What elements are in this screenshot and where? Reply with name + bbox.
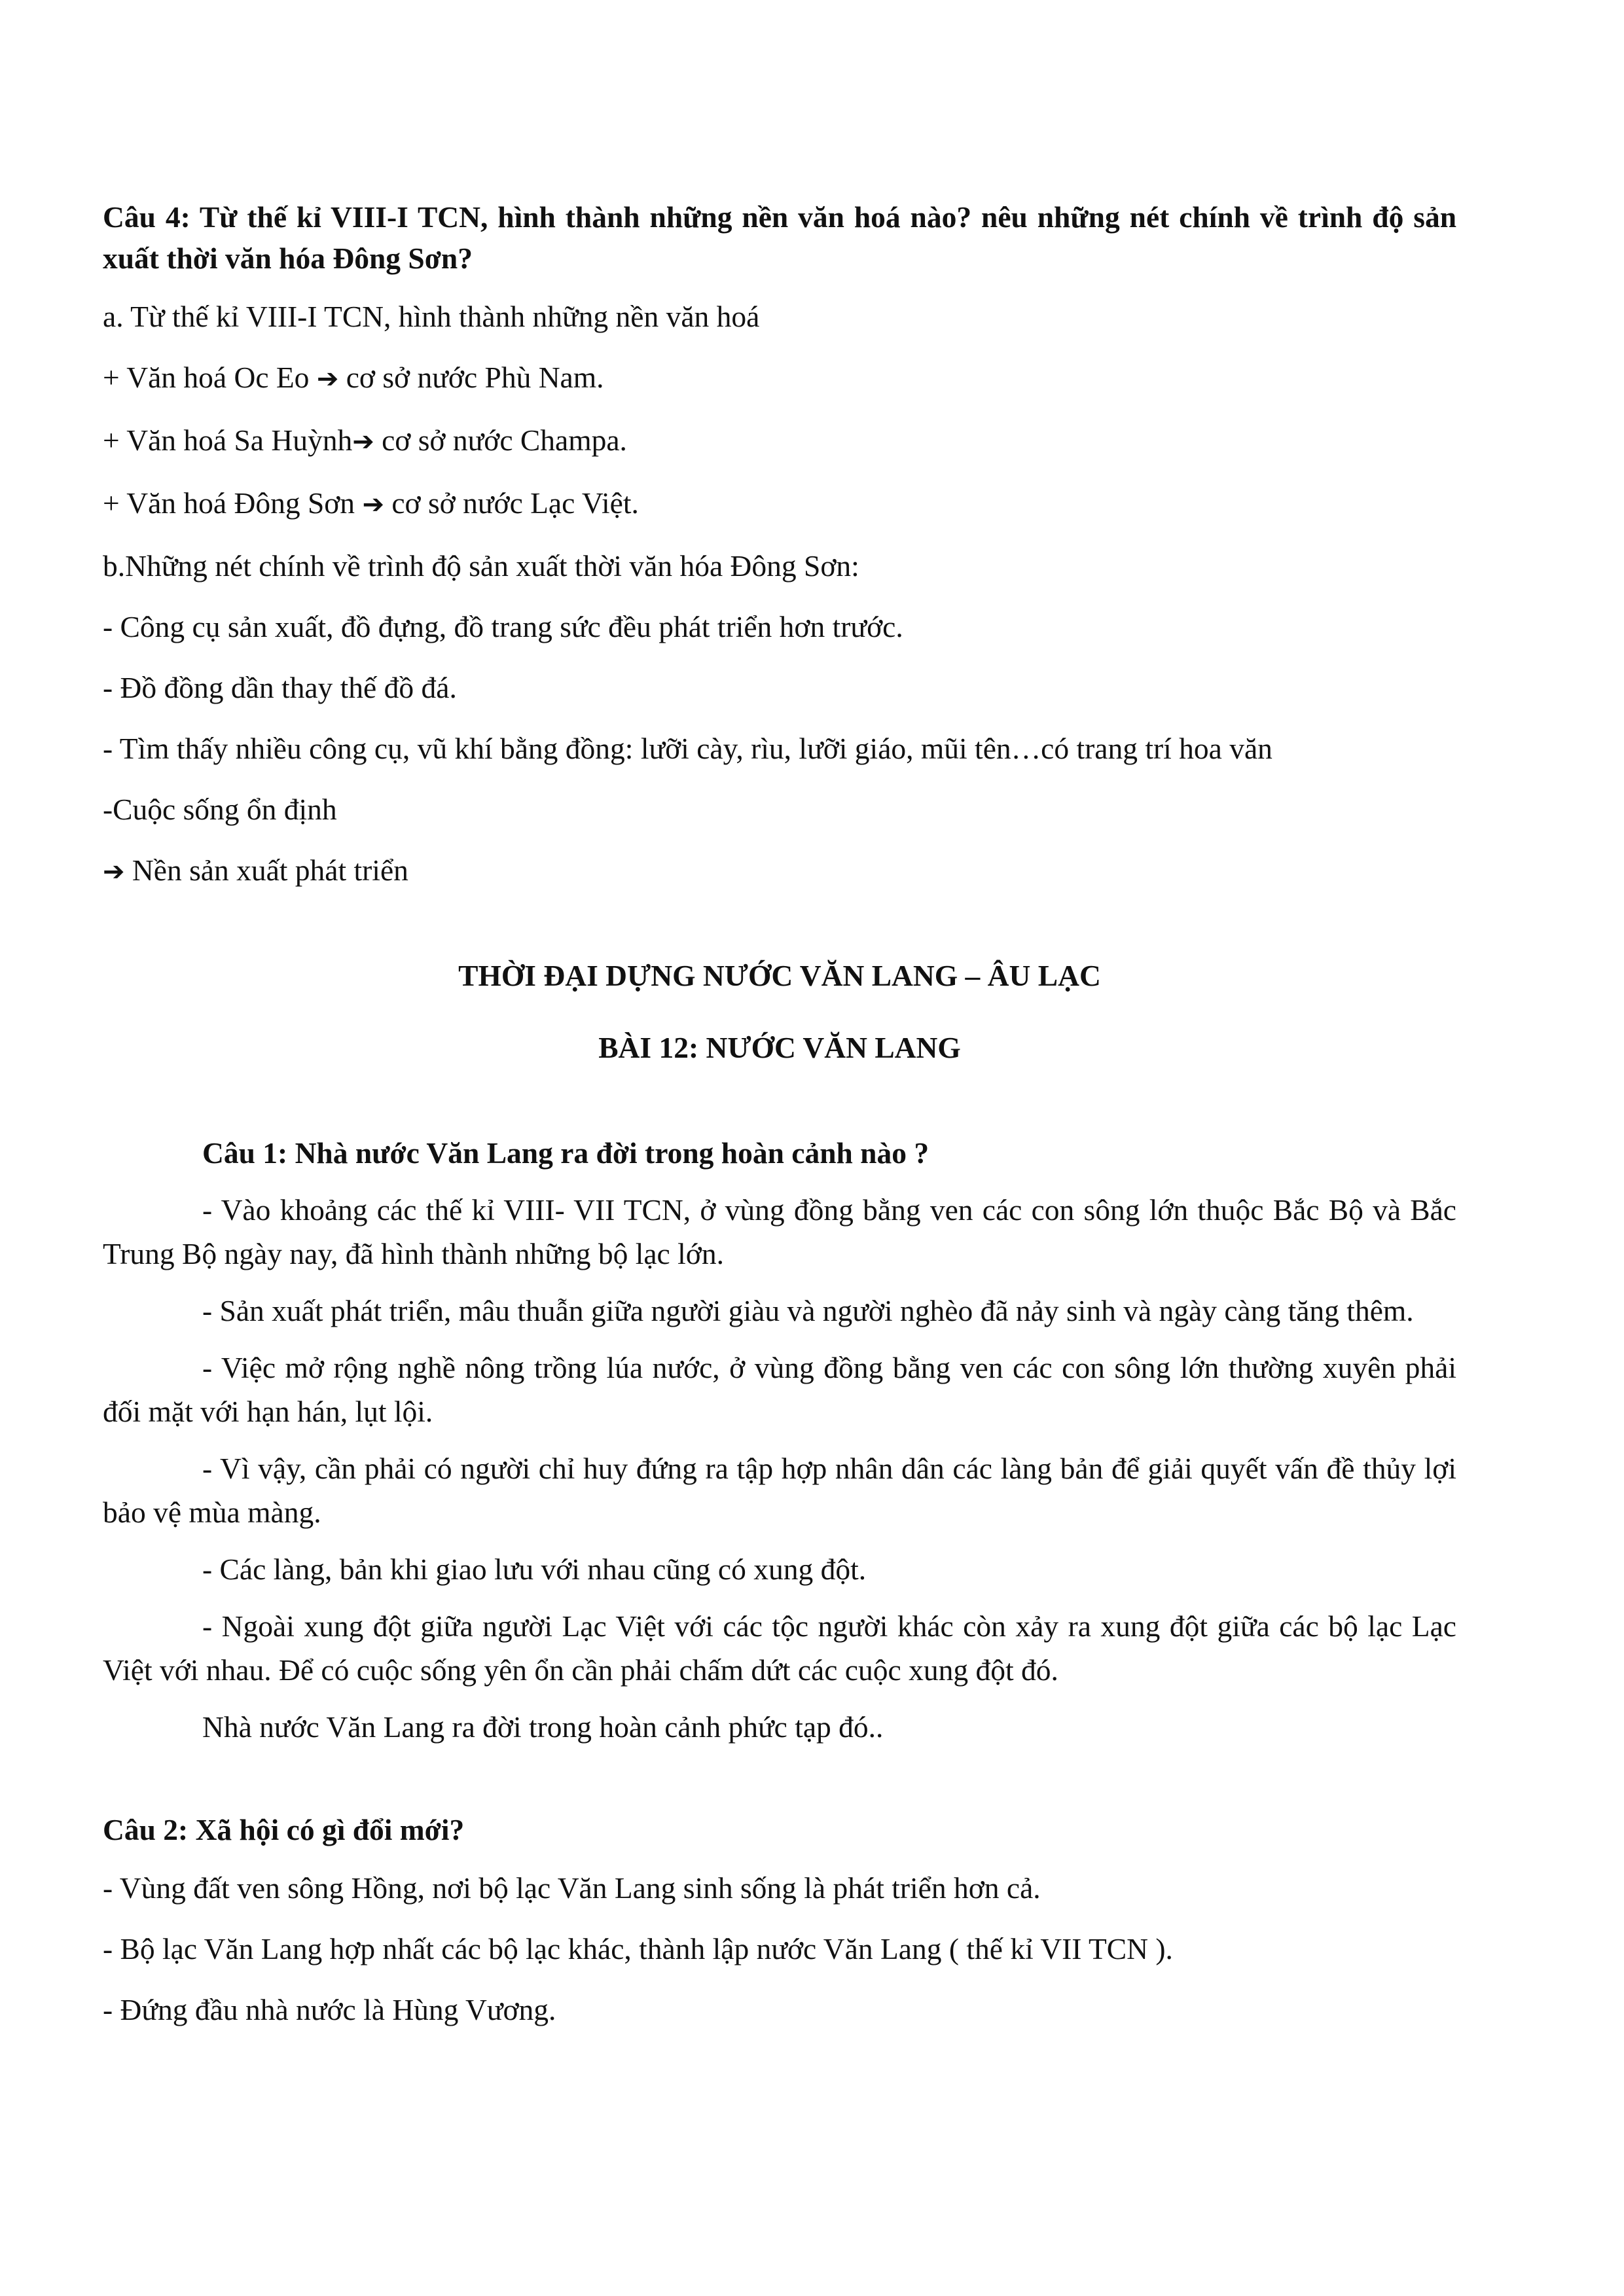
q4-a-item: [103, 357, 1456, 400]
q4-b-item: - Công cụ sản xuất, đồ đựng, đồ trang sức đều phát triển hơn trước.: [103, 610, 903, 643]
q1-paragraph: - Vào khoảng các thế kỉ VIII- VII TCN, ở vùng đồng bằng ven các con sông lớn thuộc Bắc Bộ và Bắc Trung Bộ ngày nay, đã hình thành những bộ lạc lớn.: [103, 1193, 1456, 1270]
q1-title: Câu 1: Nhà nước Văn Lang ra đời trong hoàn cảnh nào ?: [202, 1136, 929, 1170]
q4-a-heading: a. Từ thế kỉ VIII-I TCN, hình thành những nền văn hoá: [103, 300, 760, 333]
q1-paragraph: - Việc mở rộng nghề nông trồng lúa nước, ở vùng đồng bằng ven các con sông lớn thường xuyên phải đối mặt với hạn hán, lụt lội.: [103, 1351, 1456, 1428]
q1-paragraph: - Vì vậy, cần phải có người chỉ huy đứng ra tập hợp nhân dân các làng bản để giải quyết vấn đề thủy lợi bảo vệ mùa màng.: [103, 1452, 1456, 1529]
q4-b-heading: b.Những nét chính về trình độ sản xuất thời văn hóa Đông Sơn:: [103, 549, 859, 583]
q4-title: Câu 4: Từ thế kỉ VIII-I TCN, hình thành những nền văn hoá nào? nêu những nét chính về trình độ sản xuất thời văn hóa Đông Sơn?: [103, 200, 1456, 275]
q1-paragraph: - Sản xuất phát triển, mâu thuẫn giữa người giàu và người nghèo đã nảy sinh và ngày càng tăng thêm.: [202, 1294, 1414, 1327]
document-content: [103, 196, 1456, 2030]
q4-a-item: [103, 482, 1456, 526]
q1-paragraph: - Các làng, bản khi giao lưu với nhau cũng có xung đột.: [202, 1552, 867, 1586]
q4-a-item: [103, 420, 1456, 463]
arrow-right-icon: ➔: [352, 427, 374, 457]
lesson-title: BÀI 12: NƯỚC VĂN LANG: [598, 1031, 961, 1064]
q4-a-item-text: + Văn hoá Oc Eo: [103, 361, 317, 394]
q4-a-item-text: + Văn hoá Đông Sơn: [103, 486, 363, 520]
q4-a-item-result: cơ sở nước Phù Nam.: [338, 361, 604, 394]
q2-item: - Đứng đầu nhà nước là Hùng Vương.: [103, 1993, 556, 2026]
arrow-right-icon: ➔: [316, 364, 339, 394]
q4-b-item: - Tìm thấy nhiều công cụ, vũ khí bằng đồng: lưỡi cày, rìu, lưỡi giáo, mũi tên…có trang trí hoa văn: [103, 732, 1272, 765]
q4-conclusion-text: Nền sản xuất phát triển: [124, 853, 408, 887]
q4-b-item: - Đồ đồng dần thay thế đồ đá.: [103, 671, 457, 704]
arrow-right-icon: ➔: [362, 490, 384, 520]
arrow-right-icon: ➔: [103, 857, 125, 887]
q2-item: - Vùng đất ven sông Hồng, nơi bộ lạc Văn Lang sinh sống là phát triển hơn cả.: [103, 1871, 1041, 1905]
q2-item: - Bộ lạc Văn Lang hợp nhất các bộ lạc khác, thành lập nước Văn Lang ( thế kỉ VII TCN ).: [103, 1932, 1173, 1965]
q4-conclusion: [103, 850, 1456, 893]
q1-paragraph: - Ngoài xung đột giữa người Lạc Việt với các tộc người khác còn xảy ra xung đột giữa các bộ lạc Lạc Việt với nhau. Để có cuộc sống yên ổn cần phải chấm dứt các cuộc xung đột đó.: [103, 1609, 1456, 1687]
q4-a-item-result: cơ sở nước Lạc Việt.: [384, 486, 639, 520]
section-heading: THỜI ĐẠI DỰNG NƯỚC VĂN LANG – ÂU LẠC: [458, 959, 1101, 992]
q4-a-item-text: + Văn hoá Sa Huỳnh: [103, 423, 353, 457]
q2-title: Câu 2: Xã hội có gì đổi mới?: [103, 1813, 465, 1846]
q4-a-item-result: cơ sở nước Champa.: [374, 423, 627, 457]
q4-b-item: -Cuộc sống ổn định: [103, 793, 337, 826]
q1-conclusion: Nhà nước Văn Lang ra đời trong hoàn cảnh phức tạp đó..: [202, 1710, 884, 1744]
